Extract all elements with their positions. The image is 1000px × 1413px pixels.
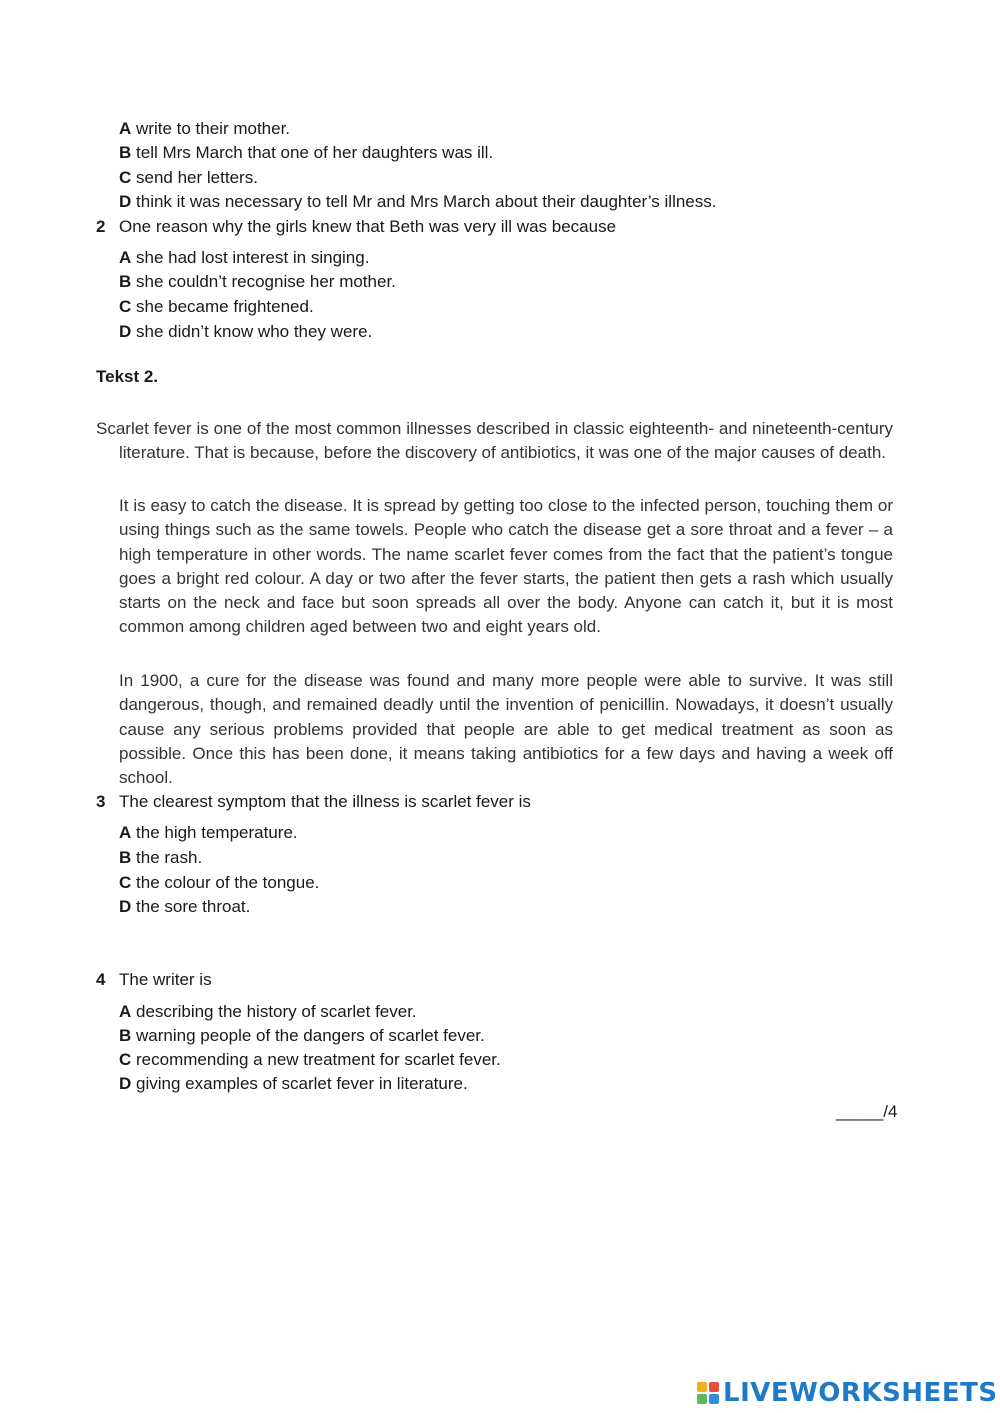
q4-option-a: A describing the history of scarlet fever. <box>119 1002 417 1021</box>
q1-option-a: A write to their mother. <box>119 119 291 138</box>
q2-option-d: D she didn’t know who they were. <box>119 322 373 341</box>
score-blank: _____/4 <box>836 1102 898 1121</box>
q3-number: 3 <box>96 792 106 811</box>
logo-mark-icon <box>697 1382 719 1404</box>
q4-number: 4 <box>96 970 106 989</box>
q2-option-a: A she had lost interest in singing. <box>119 248 370 267</box>
passage-paragraph-2: It is easy to catch the disease. It is spread by getting too close to the infected person, touching them or using things such as the same towels. People who catch the disease get a sore throat and a fever – a high temperature in other words. The name scarlet fever comes from the fact that the patient’s tongue goes a bright red colour. A day or two after the fever starts, the patient then gets a rash which usually starts on the neck and face but soon spreads all over the body. Anyone can catch it, but it is most common among children aged between two and eight years old. <box>119 496 893 637</box>
q4-text: The writer is <box>119 970 212 989</box>
q3-option-d: D the sore throat. <box>119 897 251 916</box>
q1-option-d: D think it was necessary to tell Mr and Mrs March about their daughter’s illness. <box>119 192 717 211</box>
section-heading: Tekst 2. <box>96 367 159 386</box>
q2-number: 2 <box>96 217 106 236</box>
q3-option-b: B the rash. <box>119 848 203 867</box>
q1-option-c: C send her letters. <box>119 168 258 187</box>
q4-option-d: D giving examples of scarlet fever in literature. <box>119 1074 468 1093</box>
q2-text: One reason why the girls knew that Beth was very ill was because <box>119 217 617 236</box>
q1-option-b: B tell Mrs March that one of her daughters was ill. <box>119 143 494 162</box>
q2-option-c: C she became frightened. <box>119 297 314 316</box>
passage-paragraph-1: Scarlet fever is one of the most common illnesses described in classic eighteenth- and nineteenth-century literature. That is because, before the discovery of antibiotics, it was one of the major causes of death. <box>96 419 893 463</box>
q3-option-a: A the high temperature. <box>119 823 298 842</box>
q3-text: The clearest symptom that the illness is scarlet fever is <box>119 792 531 811</box>
liveworksheets-logo <box>697 1377 998 1409</box>
passage-paragraph-3: In 1900, a cure for the disease was found and many more people were able to survive. It was still dangerous, though, and remained deadly until the invention of penicillin. Nowadays, it doesn’t usually cause any serious problems provided that people are able to get medical treatment as soon as possible. Once this has been done, it means taking antibiotics for a few days and having a week off school. <box>119 671 893 788</box>
q2-option-b: B she couldn’t recognise her mother. <box>119 272 396 291</box>
logo-text: LIVEWORKSHEETS <box>723 1377 998 1408</box>
q4-option-b: B warning people of the dangers of scarlet fever. <box>119 1026 485 1045</box>
q4-option-c: C recommending a new treatment for scarlet fever. <box>119 1050 501 1069</box>
q3-option-c: C the colour of the tongue. <box>119 873 320 892</box>
